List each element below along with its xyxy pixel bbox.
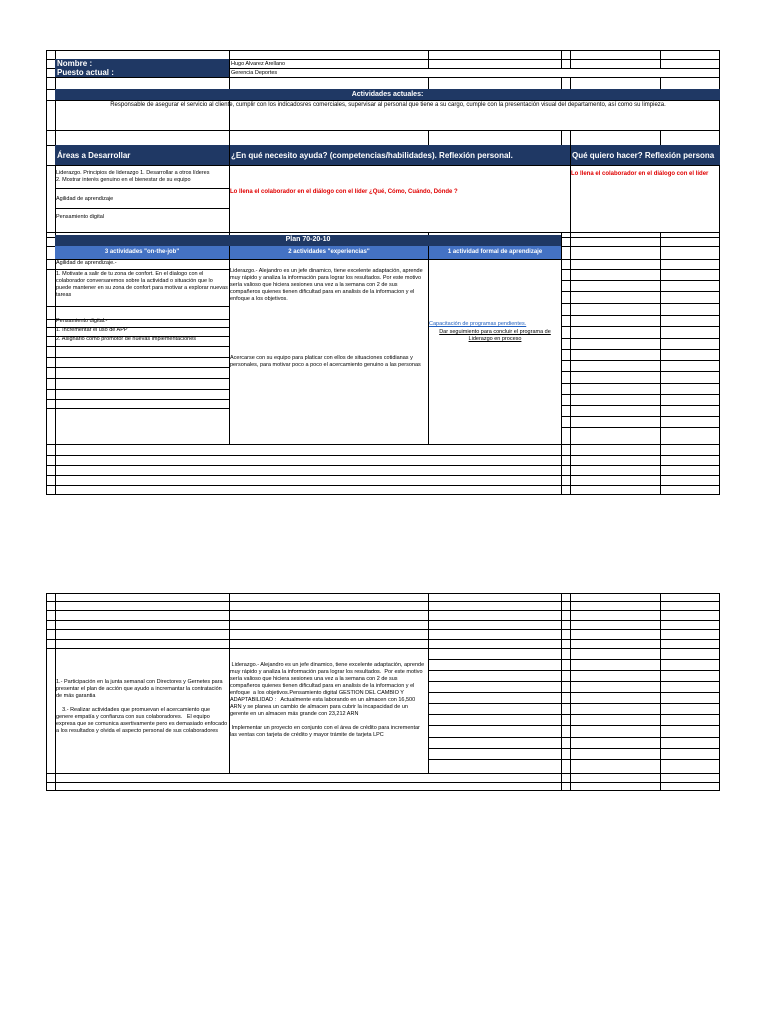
- plan-formal-link-text[interactable]: Capacitación de programas pendientes.: [429, 321, 527, 327]
- bottom-sheet: [46, 593, 720, 791]
- grid-line: [46, 639, 720, 640]
- nombre-value: Hugo Alvarez Arellano: [231, 61, 286, 67]
- areas-item-2: 2. Mostrar interés genuino en el bienestar de su equipo: [56, 177, 191, 183]
- areas-col3-header: Qué quiero hacer? Reflexión persona: [571, 145, 720, 165]
- grid-line: [561, 280, 720, 281]
- grid-line: [428, 748, 720, 749]
- plan-experiencias-text-2: Acercarse con su equipo para platicar con ellos de situaciones cotidianas y personales, para motivar poco a poco el acercamiento genuino a las personas: [230, 355, 421, 368]
- grid-line: [428, 703, 720, 704]
- top-sheet: [46, 50, 720, 495]
- plan-experiencias-text-1: Liderazgo.- Alejandro es un jefe dinamico, tiene excelente adaptación, aprende muy rápido y analiza la información para lograr los resultados. Por este motivo sería valioso que hiciera sesiones una vez a la semana con 2 de sus compañeros quienes tienen dificultad para en analisis de la informacion y el enfoque a los objetivos.: [230, 268, 423, 302]
- plan-header-experiencias: 2 actividades "experiencias": [230, 246, 428, 259]
- row-blank: [46, 130, 720, 145]
- grid-line: [46, 629, 720, 630]
- puesto-label: Puesto actual :: [55, 68, 229, 77]
- grid-line: [561, 291, 720, 292]
- grid-line: [561, 269, 720, 270]
- grid-line: [46, 269, 229, 270]
- grid-line: [46, 444, 720, 445]
- grid-line: [46, 367, 229, 368]
- grid-line: [55, 208, 229, 209]
- actividades-text: Responsable de asegurar el servicio al cliente, cumplir con los indicadosres comerciales, supervisar al personal que tiene a su cargo, cumple con la presentación visual del departamento, así como su limpieza.: [110, 102, 666, 108]
- grid-line: [561, 416, 720, 417]
- plan-agility-title: Agilidad de aprendizaje.-: [56, 260, 117, 266]
- grid-line: [561, 427, 720, 428]
- grid-line: [46, 475, 720, 476]
- grid-line: [561, 338, 720, 339]
- grid-line: [428, 714, 720, 715]
- grid-line: [428, 659, 720, 660]
- plan-header-on-the-job: 3 actividades "on-the-job": [55, 246, 229, 259]
- second-experiencias-text: Liderazgo.- Alejandro es un jefe dinamico, tiene excelente adaptación, aprende muy rápido y analiza la información para lograr los resultados. Por este motivo sería valioso que hiciera sesiones una vez a la semana con 2 de sus compañeros quienes tienen dificultad para en analisis de la informacion y el enfoque a los objetivos.Pensamiento digital GESTION DEL CAMBIO Y ADAPTABILIDAD : Actualmente esta laborando en un almacen con 16,500 ARN y se planea un cambio de almacen para cubrir la incapacidad de un gerente en un almacen más grande con 23,212 ARN Implementar un proyecto en conjunto con el área de crédito para incrementar las ventas con tarjeta de crédito y mayor trámite de tarjeta LPC: [230, 662, 425, 738]
- grid-line: [561, 405, 720, 406]
- areas-col2-note: Lo llena el colaborador en el diálogo con el líder ¿Qué, Cómo, Cuándo, Dónde ?: [230, 189, 458, 195]
- grid-line: [428, 737, 720, 738]
- actividades-title: Actividades actuales:: [55, 89, 720, 100]
- grid-line: [561, 349, 720, 350]
- grid-line: [46, 399, 229, 400]
- grid-line: [561, 383, 720, 384]
- grid-line: [561, 360, 720, 361]
- grid-line: [561, 303, 720, 304]
- grid-line: [46, 389, 229, 390]
- grid-line: [55, 188, 229, 189]
- plan-agility-text: 1. Motivate a salir de tu zona de confort. En el dialogo con el colaborador conversaremos sobre la actividad o situación que lo puede mantener en su zona de confort para motivar a explorar nuevas tareas: [56, 271, 228, 298]
- areas-item-3: Agilidad de aprendizaje: [56, 196, 114, 202]
- grid-line: [46, 648, 720, 649]
- plan-digital-item-1: 1. Incrementar el uso de APP: [56, 327, 128, 333]
- grid-line: [46, 408, 229, 409]
- grid-line: [561, 394, 720, 395]
- grid-line: [428, 759, 720, 760]
- grid-line: [46, 782, 720, 783]
- puesto-value: Gerencia Deportes: [231, 70, 278, 76]
- grid-line: [561, 326, 720, 327]
- grid-line: [46, 620, 720, 621]
- areas-col3-note: Lo llena el colaborador en el diálogo con el líder: [571, 171, 709, 177]
- grid-line: [46, 465, 720, 466]
- grid-line: [46, 455, 720, 456]
- grid-line: [46, 357, 229, 358]
- grid-line: [46, 378, 229, 379]
- grid-line: [428, 681, 720, 682]
- grid-line: [428, 670, 720, 671]
- areas-col2-header: ¿En qué necesito ayuda? (competencias/habilidades). Reflexión personal.: [230, 145, 570, 165]
- grid-line: [561, 315, 720, 316]
- grid-line: [46, 306, 229, 307]
- plan-digital-item-2: 2. Asignarlo como promotor de nuevas implementaciones: [56, 336, 197, 342]
- row-blank: [46, 77, 720, 89]
- grid-line: [46, 610, 720, 611]
- second-on-the-job-text: 1.- Participación en la junta semanal con Directores y Gernetes para presentar el plan de acción que ayudo a incremantar la contratación de más garantia 3.- Realizar actividades que promuevan el acercamiento que genere empatía y confianza con sus colaboradores. El equipo expresa que se comunica asertivamente pero es demasiado enfocado a los resultados y olvida el aspecto personal de sus colaboradores: [56, 679, 228, 734]
- areas-item-4: Pensamiento digital: [56, 214, 105, 220]
- grid-line: [561, 371, 720, 372]
- areas-col1-header: Áreas a Desarrollar: [55, 145, 229, 165]
- nombre-label: Nombre :: [55, 59, 229, 68]
- plan-formal-link[interactable]: [429, 321, 561, 329]
- plan-title: Plan 70-20-10: [55, 235, 561, 246]
- plan-header-formal: 1 actividad formal de aprendizaje: [429, 246, 561, 259]
- grid-line: [428, 692, 720, 693]
- grid-line: [46, 346, 229, 347]
- grid-line: [428, 725, 720, 726]
- plan-formal-text: Dar seguimiento para concluir el programa de Liderazgo en proceso: [439, 329, 551, 342]
- areas-item-1: Liderazgo. Principios de liderazgo 1. Desarrollar a otros líderes: [56, 170, 210, 176]
- grid-line: [46, 773, 720, 774]
- plan-digital-title: Pensamiento digital.-: [56, 318, 108, 324]
- grid-line: [46, 485, 720, 486]
- grid-line: [46, 601, 720, 602]
